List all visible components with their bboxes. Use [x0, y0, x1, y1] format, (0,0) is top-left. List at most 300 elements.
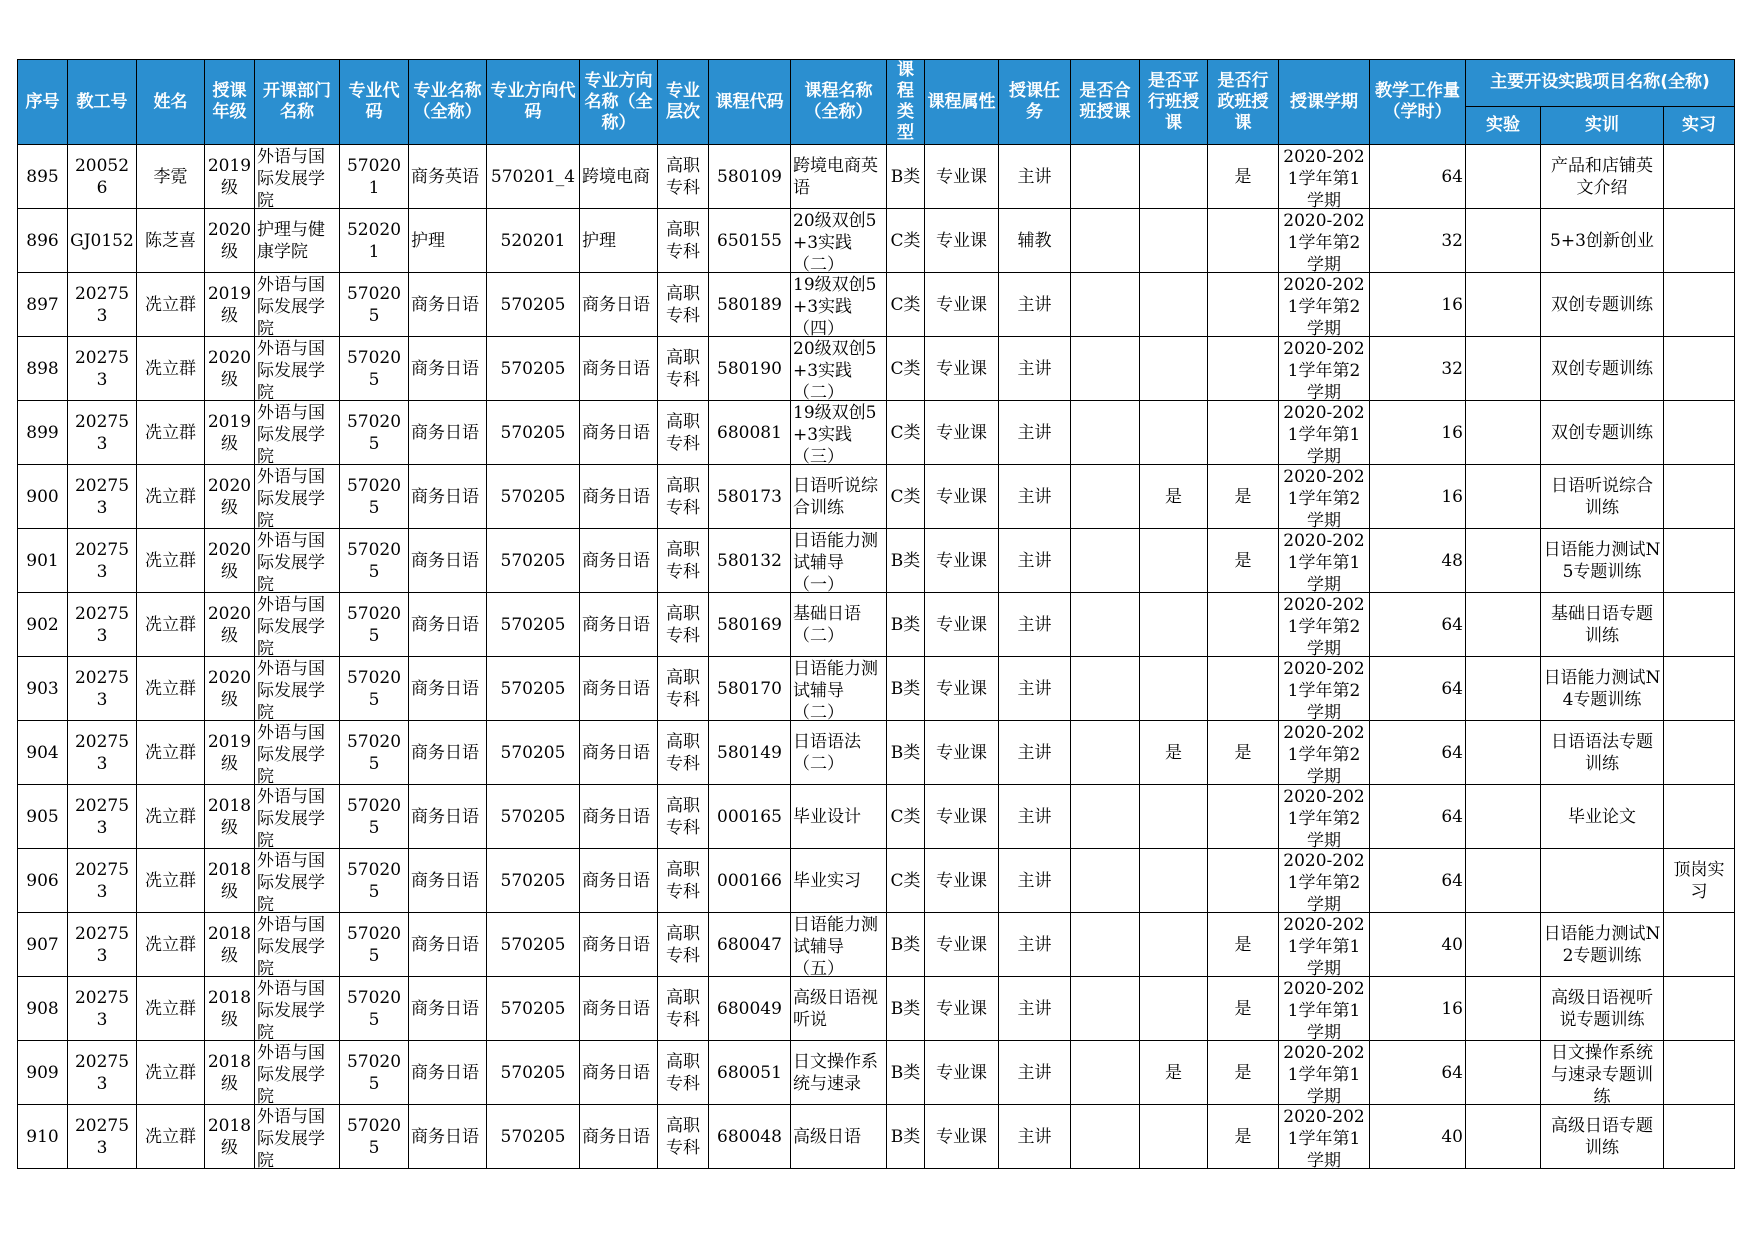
cell-seq: 909 — [18, 1041, 68, 1105]
cell-internship — [1664, 657, 1735, 721]
cell-direction-code: 570205 — [487, 721, 580, 785]
cell-task: 主讲 — [999, 1041, 1071, 1105]
cell-major-code: 570205 — [340, 849, 409, 913]
header-experiment: 实验 — [1466, 106, 1541, 144]
cell-course-name: 日语语法（二） — [791, 721, 887, 785]
cell-merged — [1071, 273, 1140, 337]
cell-course-type: B类 — [887, 529, 925, 593]
cell-course-attr: 专业课 — [925, 1105, 999, 1169]
cell-course-code: 680047 — [709, 913, 791, 977]
cell-experiment — [1466, 977, 1541, 1041]
cell-direction-name: 商务日语 — [580, 1105, 658, 1169]
cell-course-attr: 专业课 — [925, 337, 999, 401]
cell-seq: 895 — [18, 145, 68, 209]
cell-seq: 897 — [18, 273, 68, 337]
cell-name: 冼立群 — [137, 721, 205, 785]
cell-experiment — [1466, 401, 1541, 465]
cell-merged — [1071, 785, 1140, 849]
cell-course-code: 580173 — [709, 465, 791, 529]
cell-level: 高职专科 — [658, 465, 709, 529]
cell-training: 产品和店铺英文介绍 — [1541, 145, 1664, 209]
cell-name: 冼立群 — [137, 337, 205, 401]
cell-grade: 2019级 — [205, 721, 255, 785]
cell-level: 高职专科 — [658, 273, 709, 337]
cell-grade: 2018级 — [205, 1041, 255, 1105]
cell-training: 5+3创新创业 — [1541, 209, 1664, 273]
cell-direction-code: 570205 — [487, 849, 580, 913]
cell-name: 冼立群 — [137, 1105, 205, 1169]
cell-parallel — [1140, 1105, 1208, 1169]
cell-course-name: 高级日语视听说 — [791, 977, 887, 1041]
cell-course-code: 680049 — [709, 977, 791, 1041]
cell-direction-code: 570201_4 — [487, 145, 580, 209]
cell-course-code: 650155 — [709, 209, 791, 273]
cell-major-code: 570205 — [340, 465, 409, 529]
cell-dept: 外语与国际发展学院 — [255, 529, 340, 593]
header-internship: 实习 — [1664, 106, 1735, 144]
cell-level: 高职专科 — [658, 849, 709, 913]
cell-parallel — [1140, 593, 1208, 657]
cell-experiment — [1466, 1041, 1541, 1105]
cell-course-code: 580189 — [709, 273, 791, 337]
cell-workload: 40 — [1370, 913, 1466, 977]
cell-workload: 32 — [1370, 337, 1466, 401]
header-staff-id: 教工号 — [68, 60, 137, 145]
cell-semester: 2020-2021学年第2学期 — [1279, 721, 1370, 785]
cell-course-attr: 专业课 — [925, 593, 999, 657]
cell-admin: 是 — [1208, 529, 1279, 593]
cell-level: 高职专科 — [658, 529, 709, 593]
cell-major-code: 570205 — [340, 1105, 409, 1169]
cell-major-name: 商务英语 — [409, 145, 487, 209]
cell-training: 基础日语专题训练 — [1541, 593, 1664, 657]
cell-staff-id: 202753 — [68, 1105, 137, 1169]
cell-merged — [1071, 721, 1140, 785]
cell-admin — [1208, 593, 1279, 657]
cell-seq: 905 — [18, 785, 68, 849]
cell-grade: 2020级 — [205, 593, 255, 657]
cell-direction-code: 570205 — [487, 465, 580, 529]
cell-course-attr: 专业课 — [925, 977, 999, 1041]
cell-course-type: B类 — [887, 721, 925, 785]
cell-training: 双创专题训练 — [1541, 273, 1664, 337]
cell-course-name: 19级双创5+3实践（四） — [791, 273, 887, 337]
cell-experiment — [1466, 209, 1541, 273]
cell-name: 冼立群 — [137, 1041, 205, 1105]
cell-course-type: B类 — [887, 913, 925, 977]
table-row — [18, 1041, 1735, 1105]
cell-experiment — [1466, 913, 1541, 977]
cell-staff-id: GJ0152 — [68, 209, 137, 273]
cell-major-code: 570205 — [340, 337, 409, 401]
cell-name: 陈芝喜 — [137, 209, 205, 273]
cell-grade: 2020级 — [205, 465, 255, 529]
cell-major-code: 570205 — [340, 273, 409, 337]
table-row — [18, 849, 1735, 913]
cell-dept: 外语与国际发展学院 — [255, 977, 340, 1041]
header-major-code: 专业代码 — [340, 60, 409, 145]
cell-level: 高职专科 — [658, 977, 709, 1041]
cell-workload: 16 — [1370, 465, 1466, 529]
cell-merged — [1071, 337, 1140, 401]
cell-seq: 908 — [18, 977, 68, 1041]
cell-direction-name: 商务日语 — [580, 529, 658, 593]
cell-semester: 2020-2021学年第2学期 — [1279, 657, 1370, 721]
cell-semester: 2020-2021学年第2学期 — [1279, 849, 1370, 913]
cell-semester: 2020-2021学年第1学期 — [1279, 1041, 1370, 1105]
cell-name: 李霓 — [137, 145, 205, 209]
cell-training: 日语能力测试N4专题训练 — [1541, 657, 1664, 721]
cell-dept: 外语与国际发展学院 — [255, 1041, 340, 1105]
cell-course-attr: 专业课 — [925, 1041, 999, 1105]
cell-parallel — [1140, 401, 1208, 465]
cell-seq: 910 — [18, 1105, 68, 1169]
cell-merged — [1071, 657, 1140, 721]
cell-level: 高职专科 — [658, 593, 709, 657]
cell-staff-id: 202753 — [68, 273, 137, 337]
cell-course-type: C类 — [887, 209, 925, 273]
cell-level: 高职专科 — [658, 401, 709, 465]
cell-admin: 是 — [1208, 913, 1279, 977]
cell-dept: 外语与国际发展学院 — [255, 721, 340, 785]
cell-semester: 2020-2021学年第1学期 — [1279, 977, 1370, 1041]
cell-task: 主讲 — [999, 593, 1071, 657]
cell-major-name: 商务日语 — [409, 529, 487, 593]
cell-direction-name: 商务日语 — [580, 593, 658, 657]
cell-major-code: 570205 — [340, 1041, 409, 1105]
cell-merged — [1071, 977, 1140, 1041]
cell-major-name: 商务日语 — [409, 1105, 487, 1169]
cell-name: 冼立群 — [137, 977, 205, 1041]
table-row — [18, 529, 1735, 593]
header-major-name: 专业名称（全称） — [409, 60, 487, 145]
cell-course-name: 日语能力测试辅导（五） — [791, 913, 887, 977]
cell-admin — [1208, 337, 1279, 401]
cell-experiment — [1466, 529, 1541, 593]
cell-direction-code: 570205 — [487, 337, 580, 401]
cell-name: 冼立群 — [137, 657, 205, 721]
header-grade: 授课年级 — [205, 60, 255, 145]
cell-training: 日语语法专题训练 — [1541, 721, 1664, 785]
cell-level: 高职专科 — [658, 1041, 709, 1105]
table-row — [18, 273, 1735, 337]
header-name: 姓名 — [137, 60, 205, 145]
cell-major-code: 570205 — [340, 529, 409, 593]
cell-internship — [1664, 273, 1735, 337]
header-training: 实训 — [1541, 106, 1664, 144]
course-table — [17, 59, 1735, 1169]
cell-parallel — [1140, 913, 1208, 977]
cell-major-name: 商务日语 — [409, 465, 487, 529]
cell-grade: 2020级 — [205, 529, 255, 593]
cell-course-code: 580190 — [709, 337, 791, 401]
cell-task: 主讲 — [999, 529, 1071, 593]
cell-course-attr: 专业课 — [925, 657, 999, 721]
cell-direction-name: 商务日语 — [580, 977, 658, 1041]
cell-dept: 外语与国际发展学院 — [255, 1105, 340, 1169]
cell-parallel: 是 — [1140, 465, 1208, 529]
table-row — [18, 721, 1735, 785]
cell-direction-code: 570205 — [487, 593, 580, 657]
cell-staff-id: 202753 — [68, 593, 137, 657]
cell-internship — [1664, 913, 1735, 977]
cell-course-code: 680051 — [709, 1041, 791, 1105]
cell-grade: 2018级 — [205, 913, 255, 977]
cell-training: 双创专题训练 — [1541, 337, 1664, 401]
cell-dept: 外语与国际发展学院 — [255, 657, 340, 721]
cell-merged — [1071, 913, 1140, 977]
table-row — [18, 913, 1735, 977]
cell-admin: 是 — [1208, 465, 1279, 529]
table-row — [18, 977, 1735, 1041]
cell-direction-code: 520201 — [487, 209, 580, 273]
header-task: 授课任务 — [999, 60, 1071, 145]
cell-workload: 48 — [1370, 529, 1466, 593]
cell-course-name: 20级双创5+3实践（二） — [791, 209, 887, 273]
cell-admin — [1208, 401, 1279, 465]
cell-task: 主讲 — [999, 785, 1071, 849]
cell-direction-name: 护理 — [580, 209, 658, 273]
cell-direction-name: 商务日语 — [580, 465, 658, 529]
cell-admin: 是 — [1208, 1105, 1279, 1169]
cell-direction-name: 商务日语 — [580, 337, 658, 401]
cell-staff-id: 200526 — [68, 145, 137, 209]
header-direction-code: 专业方向代码 — [487, 60, 580, 145]
cell-direction-code: 570205 — [487, 401, 580, 465]
cell-direction-code: 570205 — [487, 1105, 580, 1169]
cell-name: 冼立群 — [137, 529, 205, 593]
cell-training: 双创专题训练 — [1541, 401, 1664, 465]
cell-level: 高职专科 — [658, 1105, 709, 1169]
cell-course-code: 580109 — [709, 145, 791, 209]
cell-task: 主讲 — [999, 721, 1071, 785]
cell-workload: 64 — [1370, 785, 1466, 849]
cell-level: 高职专科 — [658, 785, 709, 849]
cell-course-code: 000166 — [709, 849, 791, 913]
cell-task: 主讲 — [999, 913, 1071, 977]
cell-level: 高职专科 — [658, 913, 709, 977]
cell-name: 冼立群 — [137, 593, 205, 657]
cell-course-code: 680048 — [709, 1105, 791, 1169]
cell-dept: 外语与国际发展学院 — [255, 785, 340, 849]
cell-major-code: 520201 — [340, 209, 409, 273]
cell-seq: 901 — [18, 529, 68, 593]
cell-course-code: 580149 — [709, 721, 791, 785]
cell-level: 高职专科 — [658, 657, 709, 721]
cell-major-code: 570205 — [340, 593, 409, 657]
cell-major-name: 商务日语 — [409, 1041, 487, 1105]
cell-task: 主讲 — [999, 1105, 1071, 1169]
cell-course-type: C类 — [887, 401, 925, 465]
cell-internship — [1664, 465, 1735, 529]
cell-semester: 2020-2021学年第2学期 — [1279, 209, 1370, 273]
cell-semester: 2020-2021学年第2学期 — [1279, 593, 1370, 657]
cell-course-name: 日语能力测试辅导（一） — [791, 529, 887, 593]
header-course-code: 课程代码 — [709, 60, 791, 145]
table-row — [18, 401, 1735, 465]
header-workload: 教学工作量（学时） — [1370, 60, 1466, 145]
cell-admin: 是 — [1208, 721, 1279, 785]
cell-course-attr: 专业课 — [925, 145, 999, 209]
cell-internship — [1664, 785, 1735, 849]
cell-task: 主讲 — [999, 401, 1071, 465]
header-course-attr: 课程属性 — [925, 60, 999, 145]
cell-training: 日文操作系统与速录专题训练 — [1541, 1041, 1664, 1105]
cell-major-name: 商务日语 — [409, 657, 487, 721]
cell-parallel — [1140, 657, 1208, 721]
cell-seq: 902 — [18, 593, 68, 657]
cell-experiment — [1466, 1105, 1541, 1169]
cell-level: 高职专科 — [658, 209, 709, 273]
cell-direction-code: 570205 — [487, 977, 580, 1041]
cell-task: 主讲 — [999, 337, 1071, 401]
cell-direction-code: 570205 — [487, 913, 580, 977]
cell-workload: 64 — [1370, 849, 1466, 913]
cell-grade: 2020级 — [205, 209, 255, 273]
cell-workload: 64 — [1370, 593, 1466, 657]
cell-direction-code: 570205 — [487, 657, 580, 721]
cell-major-name: 护理 — [409, 209, 487, 273]
cell-semester: 2020-2021学年第2学期 — [1279, 337, 1370, 401]
cell-course-attr: 专业课 — [925, 465, 999, 529]
cell-major-name: 商务日语 — [409, 401, 487, 465]
cell-merged — [1071, 145, 1140, 209]
cell-workload: 16 — [1370, 977, 1466, 1041]
cell-experiment — [1466, 593, 1541, 657]
cell-level: 高职专科 — [658, 337, 709, 401]
header-admin: 是否行政班授课 — [1208, 60, 1279, 145]
cell-merged — [1071, 849, 1140, 913]
header-semester: 授课学期 — [1279, 60, 1370, 145]
table-row — [18, 209, 1735, 273]
cell-direction-name: 商务日语 — [580, 657, 658, 721]
cell-course-attr: 专业课 — [925, 849, 999, 913]
cell-course-attr: 专业课 — [925, 913, 999, 977]
cell-major-code: 570205 — [340, 785, 409, 849]
cell-parallel — [1140, 209, 1208, 273]
cell-course-code: 580169 — [709, 593, 791, 657]
cell-experiment — [1466, 721, 1541, 785]
cell-seq: 907 — [18, 913, 68, 977]
header-level: 专业层次 — [658, 60, 709, 145]
cell-admin — [1208, 657, 1279, 721]
cell-course-code: 580170 — [709, 657, 791, 721]
cell-semester: 2020-2021学年第2学期 — [1279, 785, 1370, 849]
cell-dept: 外语与国际发展学院 — [255, 273, 340, 337]
cell-course-name: 跨境电商英语 — [791, 145, 887, 209]
cell-merged — [1071, 209, 1140, 273]
cell-major-name: 商务日语 — [409, 849, 487, 913]
cell-semester: 2020-2021学年第2学期 — [1279, 273, 1370, 337]
cell-merged — [1071, 529, 1140, 593]
cell-grade: 2019级 — [205, 273, 255, 337]
cell-experiment — [1466, 337, 1541, 401]
cell-staff-id: 202753 — [68, 465, 137, 529]
cell-dept: 外语与国际发展学院 — [255, 401, 340, 465]
header-dept: 开课部门名称 — [255, 60, 340, 145]
cell-direction-code: 570205 — [487, 529, 580, 593]
cell-grade: 2018级 — [205, 1105, 255, 1169]
cell-course-type: B类 — [887, 1105, 925, 1169]
cell-experiment — [1466, 849, 1541, 913]
cell-course-code: 000165 — [709, 785, 791, 849]
cell-name: 冼立群 — [137, 785, 205, 849]
cell-training: 高级日语专题训练 — [1541, 1105, 1664, 1169]
cell-semester: 2020-2021学年第1学期 — [1279, 145, 1370, 209]
header-course-type: 课程类型 — [887, 60, 925, 145]
cell-semester: 2020-2021学年第2学期 — [1279, 465, 1370, 529]
header-direction-name: 专业方向名称（全称） — [580, 60, 658, 145]
cell-course-code: 580132 — [709, 529, 791, 593]
cell-dept: 护理与健康学院 — [255, 209, 340, 273]
cell-course-type: B类 — [887, 977, 925, 1041]
cell-direction-name: 商务日语 — [580, 1041, 658, 1105]
cell-seq: 896 — [18, 209, 68, 273]
cell-parallel — [1140, 273, 1208, 337]
cell-merged — [1071, 1105, 1140, 1169]
cell-parallel — [1140, 849, 1208, 913]
cell-course-type: C类 — [887, 337, 925, 401]
cell-course-type: C类 — [887, 465, 925, 529]
cell-course-name: 20级双创5+3实践（二） — [791, 337, 887, 401]
cell-course-name: 日语能力测试辅导（二） — [791, 657, 887, 721]
header-practice-group: 主要开设实践项目名称(全称) — [1466, 60, 1735, 107]
cell-course-attr: 专业课 — [925, 209, 999, 273]
cell-semester: 2020-2021学年第1学期 — [1279, 913, 1370, 977]
cell-staff-id: 202753 — [68, 849, 137, 913]
cell-staff-id: 202753 — [68, 1041, 137, 1105]
cell-course-name: 毕业实习 — [791, 849, 887, 913]
cell-course-attr: 专业课 — [925, 273, 999, 337]
cell-major-code: 570201 — [340, 145, 409, 209]
cell-semester: 2020-2021学年第1学期 — [1279, 529, 1370, 593]
cell-major-code: 570205 — [340, 913, 409, 977]
cell-semester: 2020-2021学年第1学期 — [1279, 401, 1370, 465]
cell-grade: 2020级 — [205, 337, 255, 401]
cell-course-type: B类 — [887, 593, 925, 657]
cell-name: 冼立群 — [137, 273, 205, 337]
cell-course-attr: 专业课 — [925, 785, 999, 849]
cell-training: 日语听说综合训练 — [1541, 465, 1664, 529]
cell-staff-id: 202753 — [68, 657, 137, 721]
cell-course-type: B类 — [887, 145, 925, 209]
cell-course-name: 日文操作系统与速录 — [791, 1041, 887, 1105]
cell-seq: 900 — [18, 465, 68, 529]
table-row — [18, 337, 1735, 401]
cell-dept: 外语与国际发展学院 — [255, 465, 340, 529]
cell-parallel: 是 — [1140, 721, 1208, 785]
cell-admin: 是 — [1208, 977, 1279, 1041]
cell-major-name: 商务日语 — [409, 913, 487, 977]
cell-major-name: 商务日语 — [409, 785, 487, 849]
cell-course-type: C类 — [887, 785, 925, 849]
table-row — [18, 145, 1735, 209]
cell-admin — [1208, 209, 1279, 273]
cell-workload: 64 — [1370, 657, 1466, 721]
cell-major-code: 570205 — [340, 401, 409, 465]
cell-staff-id: 202753 — [68, 721, 137, 785]
cell-admin — [1208, 785, 1279, 849]
cell-course-code: 680081 — [709, 401, 791, 465]
cell-major-name: 商务日语 — [409, 273, 487, 337]
cell-course-name: 高级日语 — [791, 1105, 887, 1169]
cell-workload: 32 — [1370, 209, 1466, 273]
cell-internship — [1664, 1041, 1735, 1105]
cell-task: 主讲 — [999, 977, 1071, 1041]
cell-staff-id: 202753 — [68, 785, 137, 849]
cell-internship — [1664, 401, 1735, 465]
cell-course-type: B类 — [887, 657, 925, 721]
